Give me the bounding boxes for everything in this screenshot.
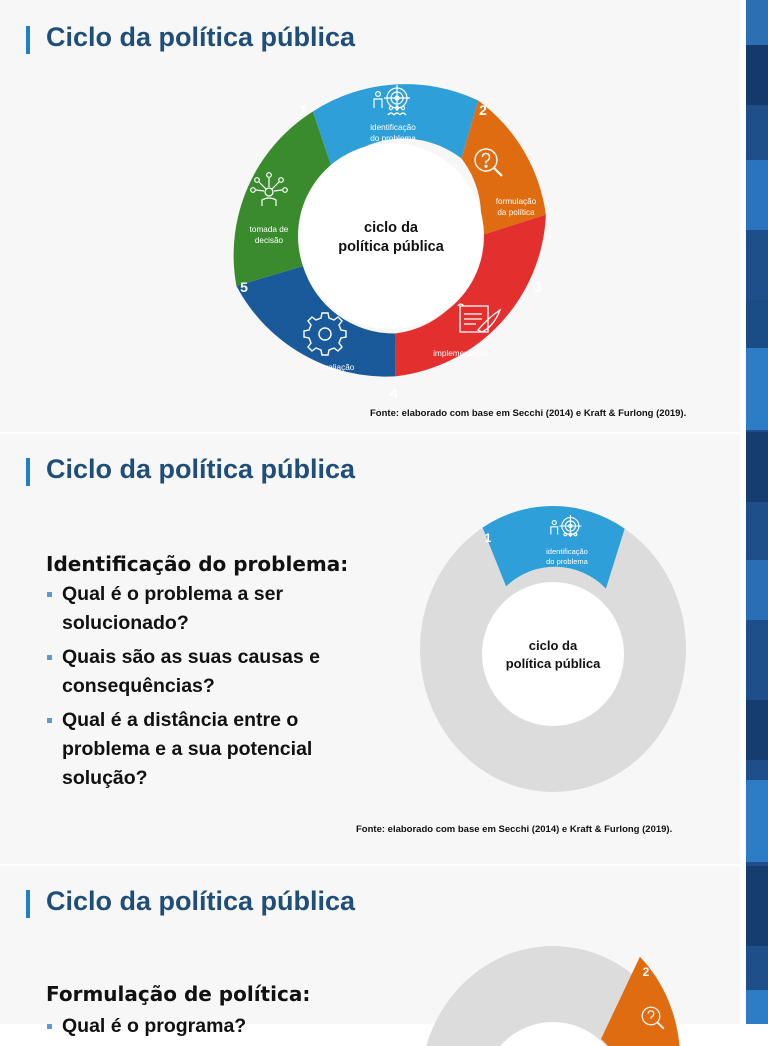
title-accent-bar [26,458,30,486]
stage-number-1: 1 [299,102,307,118]
question-item: Qual é a distância entre o problema e a sua potencial solução? [46,706,366,793]
title-accent-bar [26,890,30,918]
title-accent-bar [26,26,30,54]
question-item: Qual é o programa? [46,1012,366,1041]
slide-title: Ciclo da política pública [46,22,356,52]
stage-number-1: 1 [484,531,492,545]
center-label-line2: política pública [338,239,444,255]
stage-number-2: 2 [642,965,650,979]
question-item: Quais são as suas causas e consequências? [46,643,366,701]
policy-cycle-diagram-stage-1 [418,504,688,796]
stage-label-2a: formulação [495,197,537,206]
stage-label-3: implementação [433,349,489,358]
stage-number-5: 5 [240,279,248,295]
stage-label-1a: identificação [546,547,588,556]
question-list [46,580,366,798]
stage-label-5a: tomada de [249,225,289,234]
policy-cycle-diagram [222,72,568,406]
policy-cycle-diagram-stage-2 [418,944,688,1034]
slide-3 [0,866,740,1037]
question-item: Qual é o problema a ser solucionado? [46,580,366,638]
center-label-line1: ciclo da [528,638,578,653]
stage-number-2: 2 [479,102,487,118]
stage-label-5b: decisão [254,236,284,245]
section-heading: Identificação do problema: [46,552,349,576]
stage-label-4: avaliação [319,363,355,372]
stage-label-2b: da política [497,208,535,217]
stage-number-4: 4 [390,385,398,401]
question-list [46,1012,366,1046]
slide-title: Ciclo da política pública [46,886,356,916]
stage-number-3: 3 [534,279,542,295]
source-note: Fonte: elaborado com base em Secchi (2014) e Kraft & Furlong (2019). [370,408,687,419]
section-heading: Formulação de política: [46,982,311,1006]
stage-label-1b: do problema [546,557,588,566]
stage-label-1b: do problema [370,134,416,143]
side-stripe [746,0,768,1024]
source-note: Fonte: elaborado com base em Secchi (2014) e Kraft & Furlong (2019). [356,824,673,835]
center-label-line1: ciclo da [364,220,418,236]
slide-title: Ciclo da política pública [46,454,356,484]
slide-2 [0,434,740,864]
stage-label-1a: identificação [370,123,416,132]
slide-1 [0,0,740,432]
center-label-line2: política pública [505,656,601,671]
